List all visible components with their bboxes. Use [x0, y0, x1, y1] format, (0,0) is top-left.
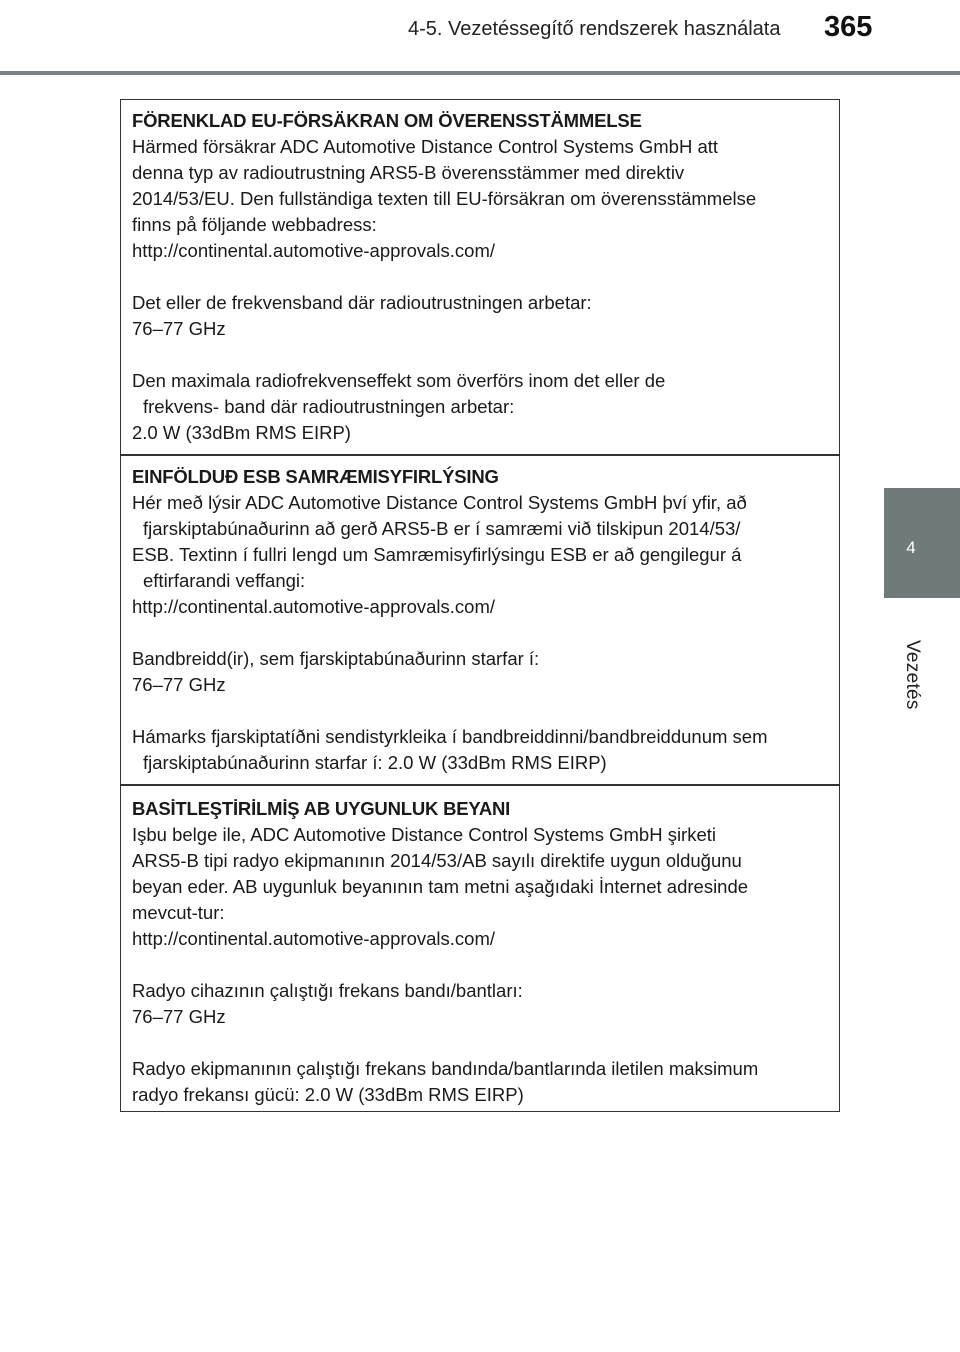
paragraph-gap	[132, 620, 827, 646]
frequency-value: 76–77 GHz	[132, 674, 226, 695]
paragraph-line: denna typ av radioutrustning ARS5-B överensstämmer med direktiv	[132, 162, 685, 183]
paragraph-gap	[132, 1030, 827, 1056]
section-title: EINFÖLDUÐ ESB SAMRÆMISYFIRLÝSING	[132, 466, 499, 487]
declaration-section-icelandic	[121, 454, 839, 784]
paragraph-line: Işbu belge ile, ADC Automotive Distance Control Systems GmbH şirketi	[132, 824, 717, 845]
paragraph-gap	[132, 952, 827, 978]
paragraph-line: finns på följande webbadress:	[132, 214, 377, 235]
chapter-side-label: Vezetés	[902, 640, 923, 710]
paragraph-line: Hámarks fjarskiptatíðni sendistyrkleika í bandbreiddinni/bandbreiddunum sem	[132, 726, 768, 747]
paragraph-line: fjarskiptabúnaðurinn starfar í: 2.0 W (33dBm RMS EIRP)	[143, 752, 607, 773]
declarations-box	[120, 99, 840, 1112]
declaration-section-swedish	[121, 100, 839, 454]
paragraph-line: Bandbreidd(ir), sem fjarskiptabúnaðurinn starfar í:	[132, 648, 540, 669]
paragraph-gap	[132, 342, 827, 368]
paragraph-gap	[132, 698, 827, 724]
section-title: FÖRENKLAD EU-FÖRSÄKRAN OM ÖVERENSSTÄMMELSE	[132, 110, 642, 131]
paragraph-line: fjarskiptabúnaðurinn að gerð ARS5-B er í samræmi við tilskipun 2014/53/	[143, 518, 741, 539]
paragraph-line: Det eller de frekvensband där radioutrustningen arbetar:	[132, 292, 592, 313]
url-text: http://continental.automotive-approvals.com/	[132, 928, 495, 949]
frequency-value: 76–77 GHz	[132, 318, 226, 339]
chapter-tab-number: 4	[906, 538, 916, 557]
paragraph-line: radyo frekansı gücü: 2.0 W (33dBm RMS EIRP)	[132, 1084, 524, 1105]
paragraph-line: 2014/53/EU. Den fullständiga texten till EU-försäkran om överensstämmelse	[132, 188, 757, 209]
paragraph-line: frekvens- band där radioutrustningen arbetar:	[143, 396, 515, 417]
paragraph-line: Den maximala radiofrekvenseffekt som överförs inom det eller de	[132, 370, 666, 391]
section-title: BASİTLEŞTİRİLMİŞ AB UYGUNLUK BEYANI	[132, 798, 511, 819]
url-text: http://continental.automotive-approvals.com/	[132, 596, 495, 617]
header-divider	[0, 71, 960, 75]
url-text: http://continental.automotive-approvals.com/	[132, 240, 495, 261]
paragraph-line: Härmed försäkrar ADC Automotive Distance Control Systems GmbH att	[132, 136, 719, 157]
paragraph-line: mevcut-tur:	[132, 902, 225, 923]
frequency-value: 76–77 GHz	[132, 1006, 226, 1027]
paragraph-line: eftirfarandi veffangi:	[143, 570, 306, 591]
paragraph-line: ESB. Textinn í fullri lengd um Samræmisyfirlýsingu ESB er að gengilegur á	[132, 544, 742, 565]
paragraph-line: Hér með lýsir ADC Automotive Distance Control Systems GmbH því yfir, að	[132, 492, 747, 513]
page-number: 365	[824, 11, 873, 43]
paragraph-line: Radyo ekipmanının çalıştığı frekans bandında/bantlarında iletilen maksimum	[132, 1058, 759, 1079]
paragraph-line: ARS5-B tipi radyo ekipmanının 2014/53/AB sayılı direktife uygun olduğunu	[132, 850, 742, 871]
power-value: 2.0 W (33dBm RMS EIRP)	[132, 422, 351, 443]
page-header-title: 4-5. Vezetéssegítő rendszerek használata	[408, 18, 781, 40]
paragraph-line: Radyo cihazının çalıştığı frekans bandı/bantları:	[132, 980, 523, 1001]
paragraph-gap	[132, 264, 827, 290]
paragraph-line: beyan eder. AB uygunluk beyanının tam metni aşağıdaki İnternet adresinde	[132, 876, 749, 897]
declaration-section-turkish	[121, 784, 839, 1111]
